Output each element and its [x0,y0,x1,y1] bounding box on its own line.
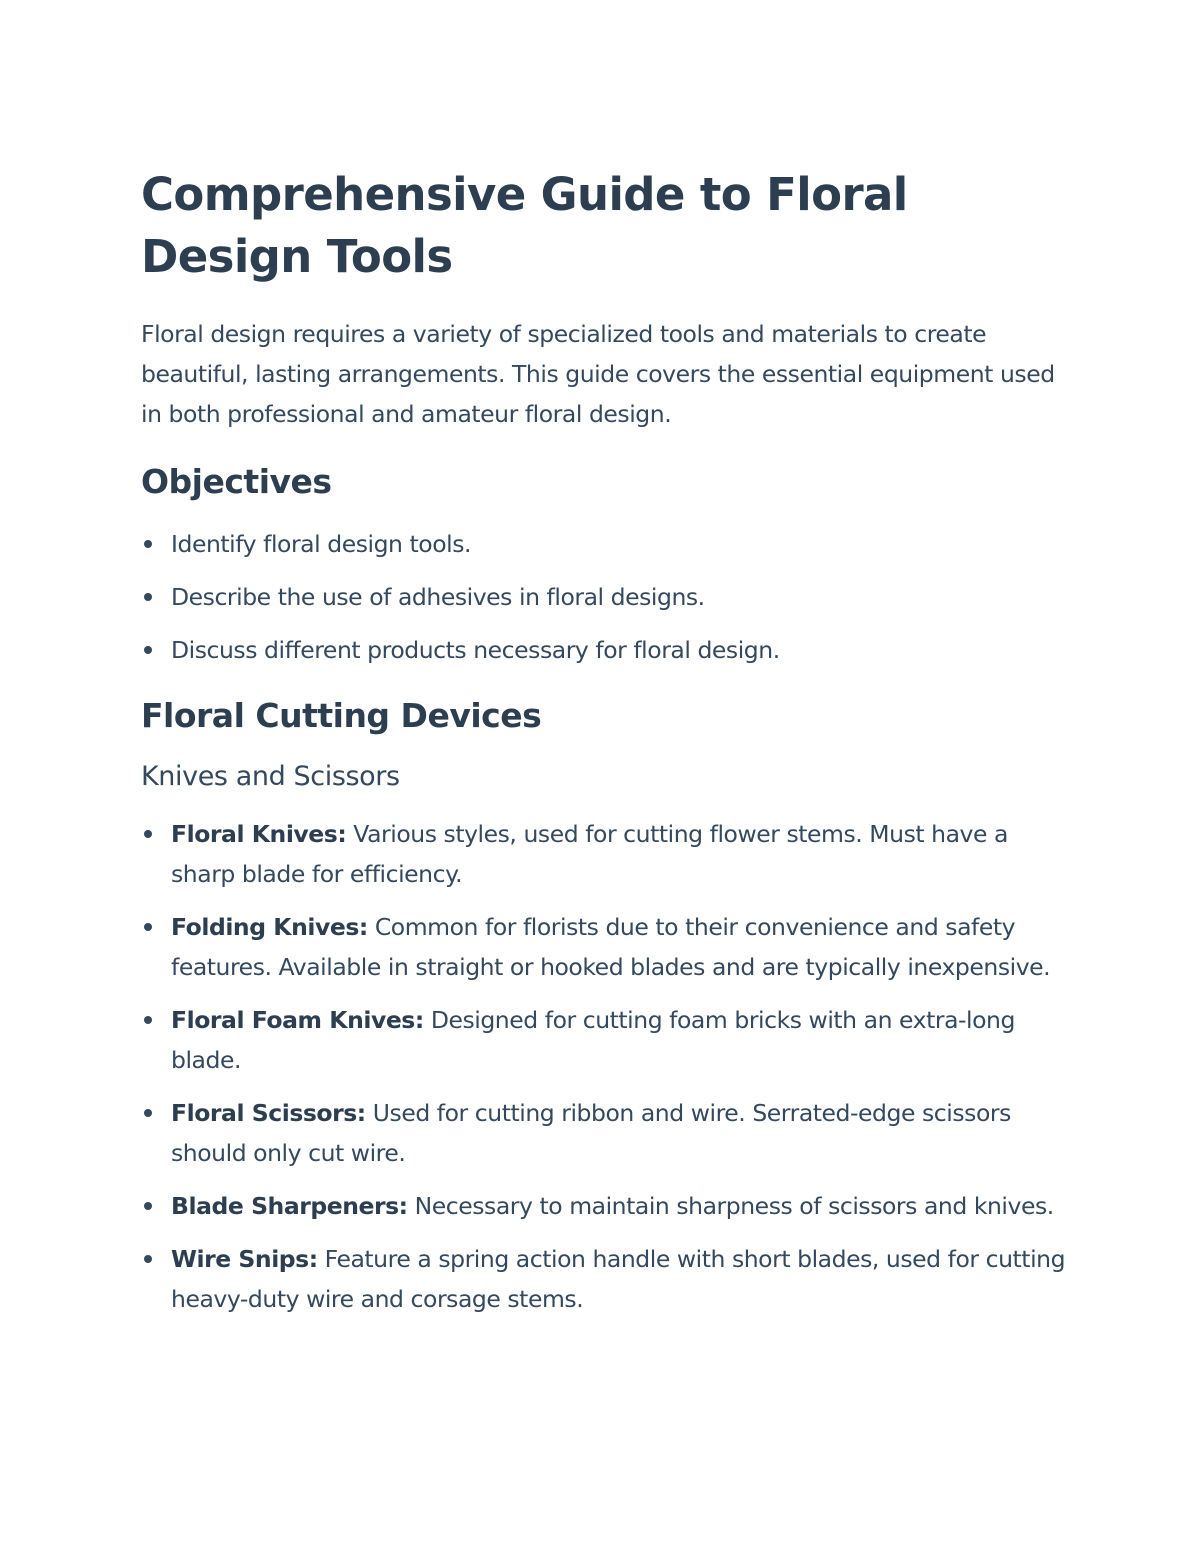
list-item [141,1093,1071,1173]
page-title: Comprehensive Guide to Floral Design Tools [141,168,908,283]
list-item [141,1000,1071,1080]
item-description: Designed for cutting foam bricks with an extra-long blade. [171,1006,1015,1074]
list-item [141,814,1071,894]
bullet-icon [144,923,152,931]
bullet-icon [144,1016,152,1024]
item-term: Floral Knives: [171,820,347,848]
list-item [141,630,1071,670]
document-page [141,164,1071,1343]
list-item [141,907,1071,987]
list-item [141,577,1071,617]
bullet-icon [144,540,152,548]
bullet-icon [144,830,152,838]
list-item [141,1239,1071,1319]
item-description: Used for cutting ribbon and wire. Serrated-edge scissors should only cut wire. [171,1099,1011,1167]
bullet-icon [144,593,152,601]
item-description: Common for florists due to their convenience and safety features. Available in straight or hooked blades and are typically inexpensive. [171,913,1051,981]
item-term: Wire Snips: [171,1245,318,1273]
bullet-icon [144,1202,152,1210]
item-term: Floral Foam Knives: [171,1006,424,1034]
list-item-text: Discuss different products necessary for floral design. [171,636,780,664]
objectives-list [141,524,1071,670]
list-item [141,1186,1071,1226]
item-description: Necessary to maintain sharpness of scissors and knives. [407,1192,1054,1220]
item-term: Folding Knives: [171,913,368,941]
knives-scissors-subheading: Knives and Scissors [141,761,400,792]
list-item [141,524,1071,564]
bullet-icon [144,1255,152,1263]
bullet-icon [144,646,152,654]
item-description: Feature a spring action handle with short blades, used for cutting heavy-duty wire and corsage stems. [171,1245,1066,1313]
bullet-icon [144,1109,152,1117]
item-term: Floral Scissors: [171,1099,366,1127]
objectives-heading: Objectives [141,462,332,501]
cutting-devices-heading: Floral Cutting Devices [141,696,542,735]
item-term: Blade Sharpeners: [171,1192,408,1220]
item-description: Various styles, used for cutting flower stems. Must have a sharp blade for efficiency. [171,820,1008,888]
intro-paragraph: Floral design requires a variety of specialized tools and materials to create beautiful, lasting arrangements. This guide covers the essential equipment used in both professional and amateur floral design. [141,320,1055,428]
cutting-devices-list [141,814,1071,1319]
list-item-text: Describe the use of adhesives in floral designs. [171,583,705,611]
list-item-text: Identify floral design tools. [171,530,472,558]
